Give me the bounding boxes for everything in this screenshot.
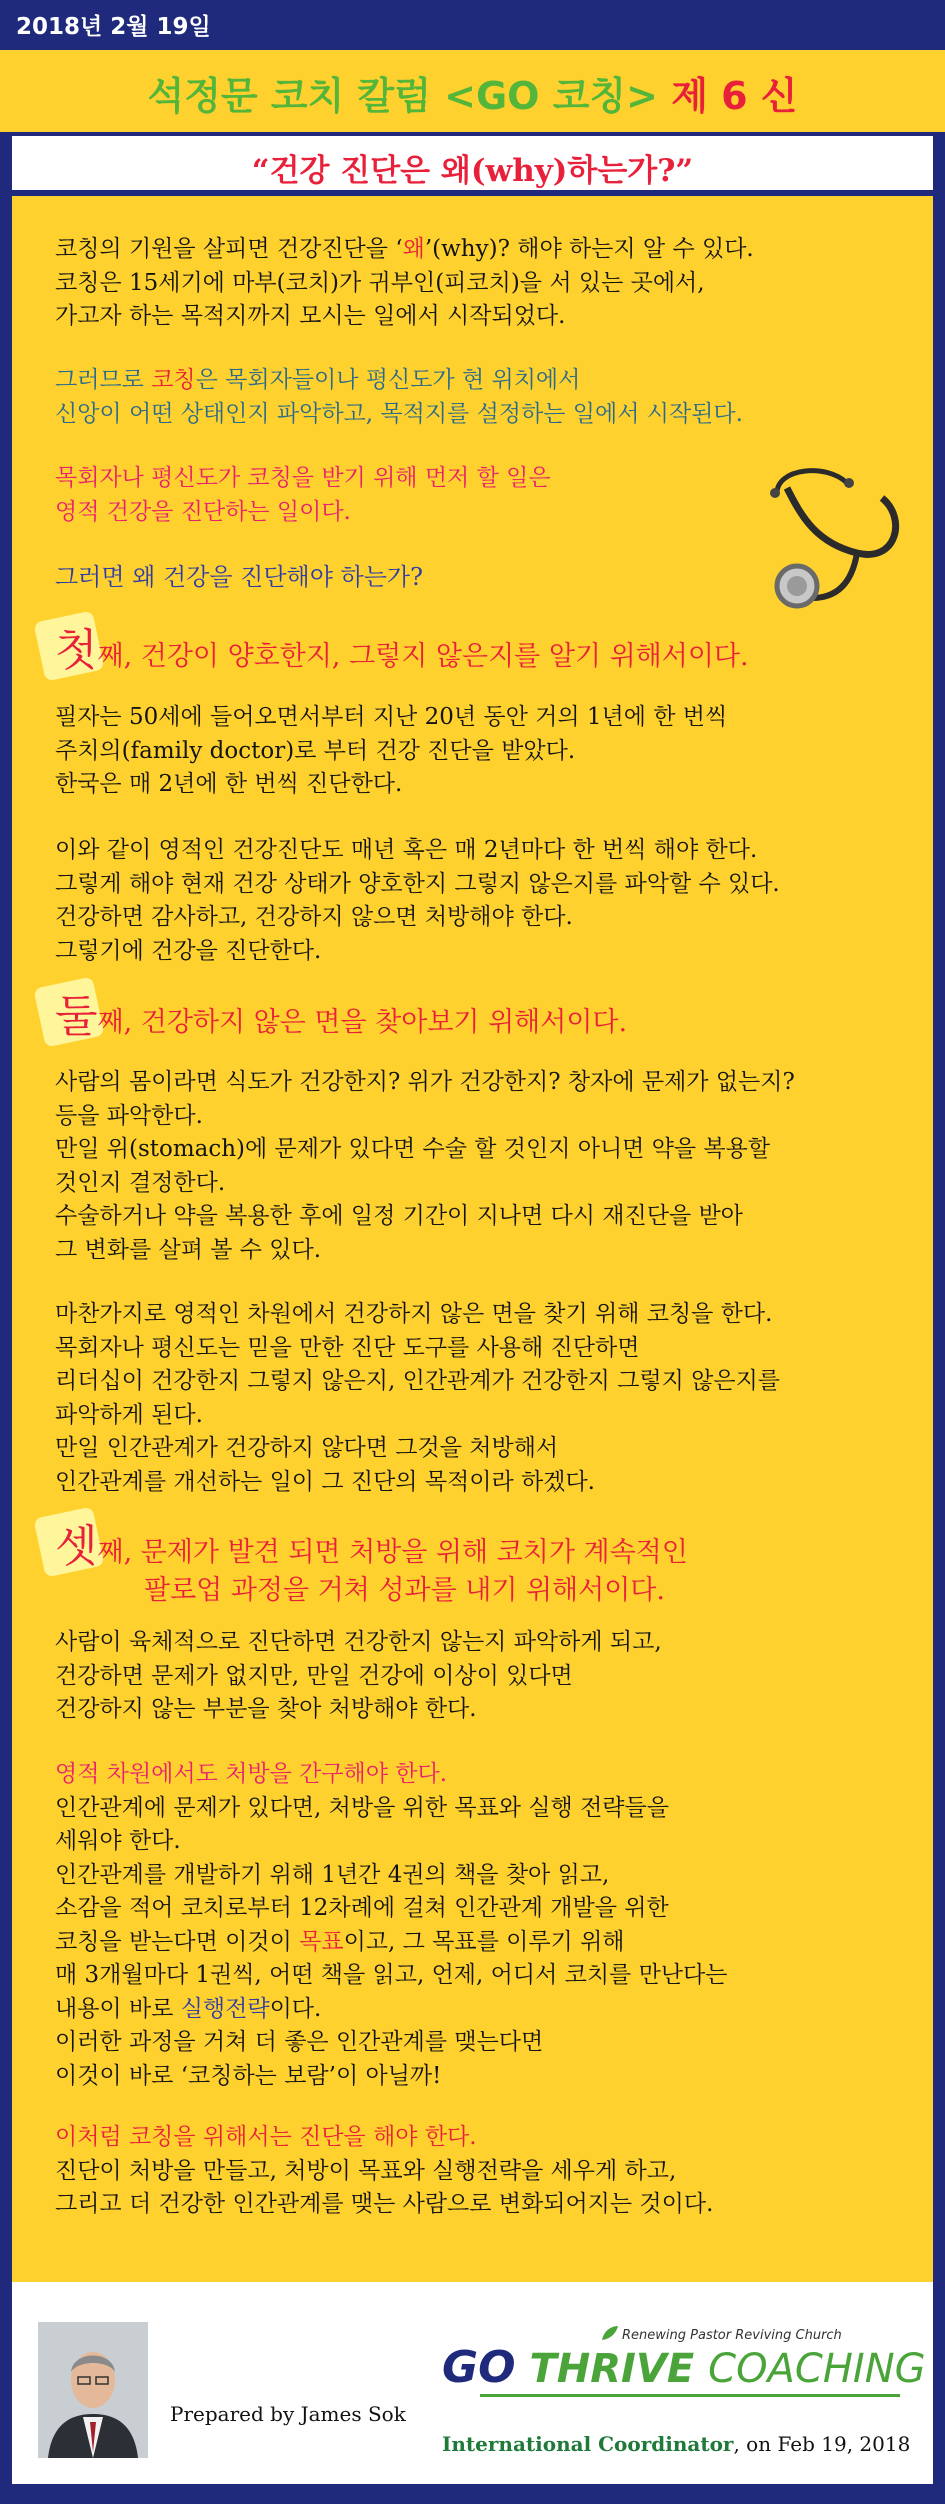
intro-paragraph-3: 목회자나 평신도가 코칭을 받기 위해 먼저 할 일은 영적 건강을 진단하는 일이다. [55,465,551,525]
first-paragraph-2: 이와 같이 영적인 건강진단도 매년 혹은 매 2년마다 한 번씩 해야 한다. 그렇게 해야 현재 건강 상태가 양호한지 그렇지 않은지를 파악할 수 있다. 건강하면 감사하고, 건강하지 않으면 처방해야 한다. 그렇기에 건강을 진단한다. [55,837,780,964]
second-paragraph-1: 사람의 몸이라면 식도가 건강한지? 위가 건강한지? 창자에 문제가 없는지? 등을 파악한다. 만일 위(stomach)에 문제가 있다면 수술 할 것인지 아니면 약을 복용할 것인지 결정한다. 수술하거나 약을 복용한 후에 일정 기간이 지나면 다시 재진단을 받아 그 변화를 살펴 볼 수 있다. [55,1069,795,1263]
date-text: 2018년 2월 19일 [16,14,211,40]
third-heading-line-1 [55,1510,688,1574]
title-number: 제 6 신 [671,74,798,118]
intro-paragraph-2 [55,364,743,431]
intro-question: 그러면 왜 건강을 진단해야 하는가? [55,563,423,591]
title-band [0,50,945,132]
second-heading-text: 째, 건강하지 않은 면을 찾아보기 위해서이다. [97,1007,628,1038]
third-p2-c: 이다. 이러한 과정을 거쳐 더 좋은 인간관계를 맺는다면 이것이 바로 ‘코칭하는 보람’이 아닐까! [55,1995,544,2089]
intro-p2-a: 그러므로 [55,367,152,393]
third-p2-a: 인간관계에 문제가 있다면, 처방을 위한 목표와 실행 전략들을 세워야 한다. 인간관계를 개발하기 위해 1년간 4권의 책을 찾아 읽고, 소감을 적어 코치로부터 12차례에 걸쳐 인간관계 개발을 위한 코칭을 받는다면 이것이 [55,1794,669,1955]
second-big-char: 둘 [55,991,98,1042]
intro-coaching-word: 코칭 [151,367,196,393]
second-paragraph-2: 마찬가지로 영적인 차원에서 건강하지 않은 면을 찾기 위해 코칭을 한다. 목회자나 평신도는 믿을 만한 진단 도구를 사용해 진단하면 리더십이 건강한지 그렇지 않은지, 인간관계가 건강한지 그렇지 않은지를 파악하게 된다. 만일 인간관계가 건강하지 않다면 그것을 처방해서 인간관계를 개선하는 일이 그 진단의 목적이라 하겠다. [55,1301,781,1495]
author-photo [38,2322,148,2458]
third-p3-red: 이처럼 코칭을 위해서는 진단을 해야 한다. [55,2124,477,2150]
stethoscope-icon [757,458,927,628]
coordinator-line [442,2432,910,2456]
footer [12,2282,933,2484]
leaf-icon [600,2324,620,2342]
strategy-word: 실행전략 [180,1995,270,2022]
prepared-by: Prepared by James Sok [170,2402,406,2426]
third-p2-b: 이고, 그 목표를 이루기 위해 매 3개월마다 1권씩, 어떤 책을 읽고, 언제, 어디서 코치를 만난다는 내용이 바로 [55,1928,728,2022]
intro-p1-a: 코칭의 기원을 살피면 건강진단을 ‘ [55,236,403,262]
subtitle-box [12,136,933,190]
first-big-char: 첫 [55,625,98,676]
column-title [0,65,945,120]
date-bar [0,0,945,50]
third-paragraph-2 [55,1758,727,2093]
logo-tagline: Renewing Pastor Reviving Church [622,2328,842,2343]
logo-underline [480,2394,900,2397]
coordinator-title: International Coordinator [442,2432,734,2456]
portrait-image [38,2322,148,2458]
subtitle: “건강 진단은 왜(why)하는가?” [251,153,694,189]
third-heading-line-2: 팔로업 과정을 거쳐 성과를 내기 위해서이다. [144,1575,665,1606]
intro-paragraph-1 [55,233,754,334]
second-heading [55,980,627,1044]
go-thrive-coaching-logo [442,2342,926,2393]
intro-p1-b: ’(why)? 해야 하는지 알 수 있다. 코칭은 15세기에 마부(코치)가 귀부인(피코치)을 서 있는 곳에서, 가고자 하는 목적지까지 모시는 일에서 시작되었다. [55,236,754,329]
third-big-char: 셋 [55,1521,98,1572]
third-paragraph-3 [55,2121,713,2222]
intro-why: 왜 [402,236,425,262]
article-body [12,196,933,2282]
intro-p2-b: 은 목회자들이나 평신도가 현 위치에서 신앙이 어떤 상태인지 파악하고, 목적지를 설정하는 일에서 시작된다. [55,367,743,427]
title-main: 석정문 코치 칼럼 <GO 코칭> [147,74,672,118]
logo-go: GO [442,2342,516,2393]
third-heading-text-1: 째, 문제가 발견 되면 처방을 위해 코치가 계속적인 [97,1537,688,1568]
first-heading-text: 째, 건강이 양호한지, 그렇지 않은지를 알기 위해서이다. [97,641,749,672]
third-paragraph-1: 사람이 육체적으로 진단하면 건강한지 않는지 파악하게 되고, 건강하면 문제가 없지만, 만일 건강에 이상이 있다면 건강하지 않는 부분을 찾아 처방해야 한다. [55,1629,662,1722]
first-paragraph-1: 필자는 50세에 들어오면서부터 지난 20년 동안 거의 1년에 한 번씩 주치의(family doctor)로 부터 건강 진단을 받았다. 한국은 매 2년에 한 번씩 진단한다. [55,704,728,797]
logo-thrive: THRIVE [529,2346,695,2392]
goal-word: 목표 [299,1928,344,1955]
third-p2-red: 영적 차원에서도 처방을 간구해야 한다. [55,1761,448,1787]
third-p3-text: 진단이 처방을 만들고, 처방이 목표와 실행전략을 세우게 하고, 그리고 더 건강한 인간관계를 맺는 사람으로 변화되어지는 것이다. [55,2157,714,2217]
logo-coaching: COACHING [708,2346,926,2392]
coordinator-date: , on Feb 19, 2018 [733,2432,911,2456]
first-heading [55,614,749,678]
